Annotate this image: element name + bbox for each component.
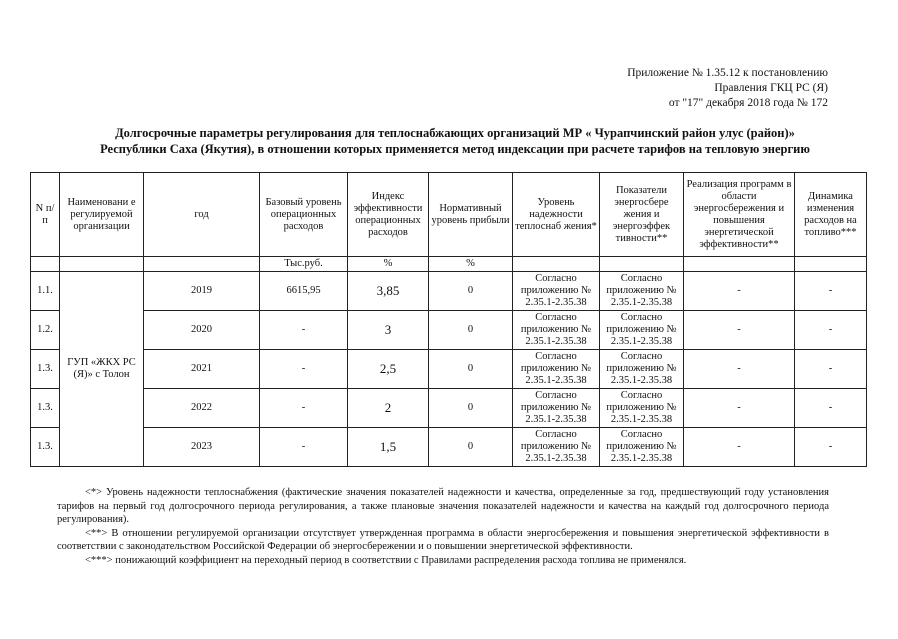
table-row [31,272,867,311]
table-row [31,428,867,467]
header-reliability: Уровень надежности теплоснаб жения* [513,173,600,257]
appendix-line-2: Правления ГКЦ РС (Я) [714,82,828,94]
row-base: - [260,428,348,467]
row-energy: Согласно приложению № 2.35.1-2.35.38 [600,350,684,389]
units-cell [513,257,600,272]
row-base: - [260,389,348,428]
unit-profit: % [429,257,513,272]
row-programs: - [684,389,795,428]
row-year: 2023 [144,428,260,467]
row-profit: 0 [429,350,513,389]
units-cell [31,257,60,272]
footnotes [57,486,829,567]
header-year: год [144,173,260,257]
appendix-reference [528,66,828,111]
row-base: - [260,350,348,389]
table-row [31,311,867,350]
row-num: 1.3. [31,350,60,389]
row-base: - [260,311,348,350]
row-energy: Согласно приложению № 2.35.1-2.35.38 [600,311,684,350]
document-title: Долгосрочные параметры регулирования для теплоснабжающих организаций МР « Чурапчинский район улус (район)» Республики Саха (Якутия), в отношении которых применяется метод индексации при расчете тарифов на тепловую энергию [100,126,810,156]
header-num: N п/п [31,173,60,257]
unit-base: Тыс.руб. [260,257,348,272]
units-cell [684,257,795,272]
row-profit: 0 [429,272,513,311]
units-cell [144,257,260,272]
row-year: 2019 [144,272,260,311]
row-fuel: - [795,272,867,311]
row-programs: - [684,272,795,311]
row-base: 6615,95 [260,272,348,311]
unit-index: % [348,257,429,272]
header-base: Базовый уровень операционных расходов [260,173,348,257]
header-energy: Показатели энергосбере жения и энергоэффек тивности** [600,173,684,257]
parameters-table [30,172,867,467]
table-header-row [31,173,867,257]
footnote-energy-program: <**> В отношении регулируемой организации отсутствует утвержденная программа в области энергосбережения и повышения энергетической эффективности в соответствии с законодательством Российской Федерации об энергосбережении и о повышении энергетической эффективности. [57,527,829,552]
row-profit: 0 [429,389,513,428]
appendix-line-1: Приложение № 1.35.12 к постановлению [627,67,828,79]
row-num: 1.1. [31,272,60,311]
row-fuel: - [795,311,867,350]
row-num: 1.3. [31,428,60,467]
header-fuel: Динамика изменения расходов на топливо*** [795,173,867,257]
table-row [31,350,867,389]
row-fuel: - [795,428,867,467]
org-name-cell: ГУП «ЖКХ РС (Я)» с Толон [60,272,144,467]
row-reliability: Согласно приложению № 2.35.1-2.35.38 [513,428,600,467]
table-row [31,389,867,428]
row-reliability: Согласно приложению № 2.35.1-2.35.38 [513,350,600,389]
header-programs: Реализация программ в области энергосбережения и повышения энергетической эффективности** [684,173,795,257]
row-profit: 0 [429,311,513,350]
appendix-line-3: от "17" декабря 2018 года № 172 [668,97,828,109]
row-energy: Согласно приложению № 2.35.1-2.35.38 [600,272,684,311]
row-fuel: - [795,389,867,428]
row-programs: - [684,428,795,467]
units-cell [600,257,684,272]
row-programs: - [684,311,795,350]
row-year: 2020 [144,311,260,350]
footnote-reliability: <*> Уровень надежности теплоснабжения (фактические значения показателей надежности и качества, определенные за год, предшествующий году установления тарифов на первый год долгосрочного периода регулирования, а также плановые значения показателей надежности и качества на каждый год долгосрочного периода регулирования). [57,487,829,525]
row-reliability: Согласно приложению № 2.35.1-2.35.38 [513,311,600,350]
units-cell [60,257,144,272]
row-fuel: - [795,350,867,389]
row-energy: Согласно приложению № 2.35.1-2.35.38 [600,428,684,467]
row-index: 1,5 [348,428,429,467]
row-reliability: Согласно приложению № 2.35.1-2.35.38 [513,272,600,311]
row-reliability: Согласно приложению № 2.35.1-2.35.38 [513,389,600,428]
units-cell [795,257,867,272]
header-profit: Нормативный уровень прибыли [429,173,513,257]
row-index: 2 [348,389,429,428]
row-energy: Согласно приложению № 2.35.1-2.35.38 [600,389,684,428]
row-index: 3 [348,311,429,350]
row-profit: 0 [429,428,513,467]
header-org: Наименовани е регулируемой организации [60,173,144,257]
row-year: 2022 [144,389,260,428]
row-year: 2021 [144,350,260,389]
row-index: 3,85 [348,272,429,311]
footnote-fuel: <***> понижающий коэффициент на переходный период в соответствии с Правилами распределения расхода топлива не применялся. [85,554,687,566]
row-num: 1.3. [31,389,60,428]
row-programs: - [684,350,795,389]
header-index: Индекс эффективности операционных расходов [348,173,429,257]
table-units-row [31,257,867,272]
row-index: 2,5 [348,350,429,389]
row-num: 1.2. [31,311,60,350]
